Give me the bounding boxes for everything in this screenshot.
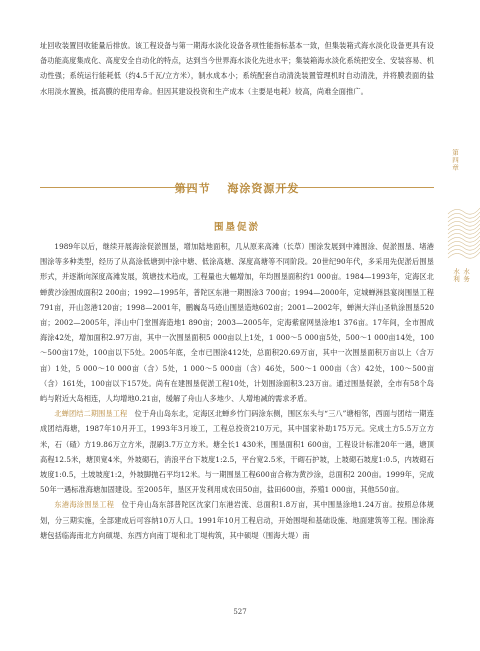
side-section-label-1: 水利 bbox=[452, 268, 460, 283]
paragraph-3-title: 东港海涂围垦工程 bbox=[54, 500, 115, 510]
paragraph-3 bbox=[40, 497, 434, 543]
paragraph-2 bbox=[40, 406, 434, 497]
side-chapter-label: 第四章 bbox=[451, 149, 459, 172]
section-title bbox=[40, 180, 434, 196]
main-body bbox=[40, 239, 434, 543]
section-name: 海涂资源开发 bbox=[227, 182, 300, 195]
side-section-label-2: 水务 bbox=[462, 268, 470, 283]
page-number: 527 bbox=[233, 608, 247, 616]
paragraph-1: 1989年以后，继续开展海涂促淤围垦，增加陆地面积，几从原来高滩（长草）围涂发展到中滩围涂、促淤围垦、堵港围涂等多种类型，经历了从高涂低塘到中涂中塘、低涂高塘、深度高塘等不同阶段。20世纪90年代，多采用先促淤后围垦形式，并逐渐向深度高滩发展，筑塘技术趋成，工程量也大幅增加，年均围垦面积约1 000亩。1984—1993年，定海区北蝉黄沙涂围成面积2 200亩；1992—1995年，普陀区东港一期围涂3 700亩；1994—2000年，定城蝉洲县宴岗围垦工程791亩，开山忽港120亩；1998—2001年，鹏巍岛马迹山围垦造地602亩；2001—2002年，蝉洲大洋山圣轨涂围垦520亩；2002—2005年，洋山中门堂围海造地1 890亩；2003—2005年，定海紫窟网垦涂地1 376亩。17年间，全市围成海涂42处，增加面积2.97万亩，其中一次围垦面积5 000亩以上1处，1 000～5 000亩5处，500～1 000亩14处，100～500亩17处，100亩以下5处。2005年底，全市已围涂412处，总面积20.69万亩，其中一次围垦面积万亩以上（含万亩）1处，5 000～10 000亩（含）5处，1 000～5 000亩（含）46处，500～1 000亩（含）42处，100～500亩（含）161处，100亩以下157处。尚有在建围垦促淤工程10处，计划围涂面积3.23万亩。通过围垦促淤，全市有58个岛屿与附近大岛相连，人均增地0.21亩，缓解了舟山人多地少、人增地减的需求矛盾。 bbox=[40, 242, 434, 404]
paragraph-2-text: 位于舟山岛东北，定海区北蝉乡竹门码涂东侧，围区东头与“三八”塘相邻，西面与团结一期连成团结海塘，1987年10月开工，1993年3月竣工，工程总投资210万元，其中国家补助175万元。完成土方5.5万立方米，石（碴）方19.86万立方米，混刷3.7万立方米。塘全长1 430米，围垦面积1 600亩，工程设计标准20年一遇，塘顶高程12.5米，塘顶宽4米，外坡砌石，消浪平台下坡度1:2.5，平台宽2.5米，干砌石护坡，上坡砌石坡度1:0.5，内坡砌石坡度1:0.5，土坡坡度1:2，外坡脚抛石平均12米。与一期围垦工程600亩合称为黄沙涂，总面积2 200亩。1999年，完成50年一遇标准海塘加固建设。至2005年，垦区开发利用成农田50亩，盐田600亩，养殖1 000亩，其他550亩。 bbox=[40, 409, 434, 495]
top-paragraph-text: 址回收装置回收能量后排放。该工程设备与第一期海水淡化设备各项性能指标基本一致，但集装箱式海水淡化设备更具有设备功能高度集成化、高度安全自动化的特点，达到当今世界海水淡化先进水平；集装箱海水淡化系统把安全、安装容易、机动性强；系统运行能耗低（约4.5千瓦/立方米），制水成本小；系统配套自动清洗装置管理机时自动清洗，并将膜表面的盐水用淡水置换，抵高膜的使用寿命。但因其建设投资和生产成本（主要是电耗）较高，尚难全面推广。 bbox=[40, 41, 434, 96]
paragraph-2-title: 北蝉团结二期围垦工程 bbox=[54, 409, 128, 419]
section-number: 第四节 bbox=[174, 182, 211, 195]
subsection-title: 围垦促淤 bbox=[213, 222, 260, 233]
section-header bbox=[40, 176, 434, 200]
top-paragraph bbox=[40, 38, 434, 99]
side-wave-decoration bbox=[446, 148, 480, 328]
paragraph-3-text: 位于舟山岛东部普陀区沈家门东港岩流、总面积1.8万亩，其中围垦涂地1.24万亩。按照总体规划，分三期实施，全部建成后可容纳10万人口。1991年10月工程启动，开始围堤和基础设施、地面建筑等工程。围涂海塘包括临海南北方向硕堤、东西方向南丁堤和北丁堤构筑，其中硕堤（围海大堤）南 bbox=[40, 500, 434, 540]
